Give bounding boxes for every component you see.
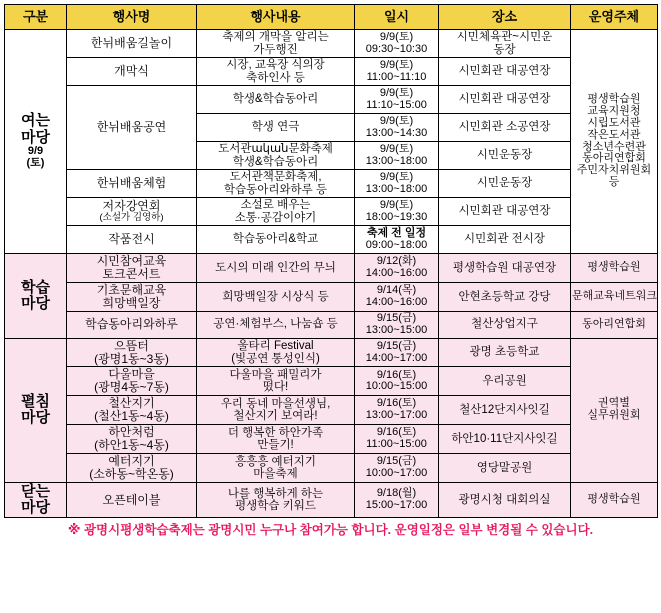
event-name: 오픈테이블 <box>67 483 197 518</box>
event-name: 작품전시 <box>67 226 197 254</box>
event-date: 9/16(토) 10:00~15:00 <box>355 367 439 396</box>
event-name: 으뜸터 (광명1동~3동) <box>67 338 197 367</box>
event-date: 9/9(토) 13:00~18:00 <box>355 170 439 198</box>
event-desc: 흥흥흥 예터지기 마을축제 <box>197 454 355 483</box>
event-host: 문해교육네트워크 <box>571 282 658 311</box>
event-desc: 학생&학습동아리 <box>197 86 355 114</box>
event-desc: 축제의 개막을 알리는 가두행진 <box>197 30 355 58</box>
event-place: 시민회관 대공연장 <box>439 58 571 86</box>
event-date: 9/14(목) 14:00~16:00 <box>355 282 439 311</box>
event-date: 9/9(토) 11:10~15:00 <box>355 86 439 114</box>
event-name: 시민참여교육 토크콘서트 <box>67 254 197 283</box>
table-row <box>5 86 658 114</box>
event-name: 한뉘배움공연 <box>67 86 197 170</box>
event-date: 9/15(금) 13:00~15:00 <box>355 311 439 338</box>
event-place: 시민회관 전시장 <box>439 226 571 254</box>
section-label-opening: 여는 마당 9/9 (토) <box>5 30 67 254</box>
event-host: 평생학습원 <box>571 483 658 518</box>
event-name: 철산지기 (철산1동~4동) <box>67 396 197 425</box>
header-host: 운영주체 <box>571 5 658 30</box>
table-row <box>5 226 658 254</box>
event-place: 시민회관 대공연장 <box>439 198 571 226</box>
event-place: 우리공원 <box>439 367 571 396</box>
event-place: 철산12단지사잇길 <box>439 396 571 425</box>
event-desc: 학습동아리&학교 <box>197 226 355 254</box>
event-name: 하안처럼 (하안1동~4동) <box>67 425 197 454</box>
section-label-closing: 닫는 마당 <box>5 483 67 518</box>
event-host-opening: 평생학습원 교육지원청 시립도서관 작은도서관 청소년수련관 동아리연합회 주민자치위원회 등 <box>571 30 658 254</box>
event-desc: 다울마을 패밀리가 떴다! <box>197 367 355 396</box>
event-name: 한뉘배움체험 <box>67 170 197 198</box>
table-row <box>5 454 658 483</box>
table-row <box>5 254 658 283</box>
header-event-content: 행사내용 <box>197 5 355 30</box>
event-date: 9/15(금) 10:00~17:00 <box>355 454 439 483</box>
event-date: 9/16(토) 11:00~15:00 <box>355 425 439 454</box>
event-desc: 더 행복한 하안가족 만들기! <box>197 425 355 454</box>
event-place: 안현초등학교 강당 <box>439 282 571 311</box>
footer-note <box>4 522 657 538</box>
event-place: 하안10·11단지사잇길 <box>439 425 571 454</box>
event-date: 9/9(토) 09:30~10:30 <box>355 30 439 58</box>
event-name: 한뉘배움길놀이 <box>67 30 197 58</box>
event-desc: 희망백일장 시상식 등 <box>197 282 355 311</box>
table-row <box>5 425 658 454</box>
header-gubun: 구분 <box>5 5 67 30</box>
event-date: 9/9(토) 11:00~11:10 <box>355 58 439 86</box>
table-row <box>5 338 658 367</box>
event-place: 평생학습원 대공연장 <box>439 254 571 283</box>
event-desc: 공연·체험부스, 나눔숍 등 <box>197 311 355 338</box>
schedule-table <box>4 4 658 518</box>
event-desc: 나를 행복하게 하는 평생학습 키워드 <box>197 483 355 518</box>
asterisk-icon: ※ <box>67 522 81 538</box>
event-place: 시민체육관~시민운 동장 <box>439 30 571 58</box>
event-host-spread: 권역별 실무위원회 <box>571 338 658 483</box>
table-row <box>5 198 658 226</box>
header-datetime: 일시 <box>355 5 439 30</box>
event-host: 동아리연합회 <box>571 311 658 338</box>
event-name: 학습동아리와하루 <box>67 311 197 338</box>
table-row <box>5 170 658 198</box>
table-header-row <box>5 5 658 30</box>
event-date: 9/9(토) 13:00~18:00 <box>355 142 439 170</box>
event-date: 9/9(토) 18:00~19:30 <box>355 198 439 226</box>
event-name: 저자강연회 (소설가 김영하) <box>67 198 197 226</box>
header-place: 장소 <box>439 5 571 30</box>
event-desc: 소설로 배우는 소통·공감이야기 <box>197 198 355 226</box>
event-place: 광명시청 대회의실 <box>439 483 571 518</box>
event-name: 예터지기 (소하동~학온동) <box>67 454 197 483</box>
section-label-spread: 펼침 마당 <box>5 338 67 483</box>
event-host: 평생학습원 <box>571 254 658 283</box>
event-date: 9/18(월) 15:00~17:00 <box>355 483 439 518</box>
table-row <box>5 483 658 518</box>
event-date: 축제 전 일정 09:00~18:00 <box>355 226 439 254</box>
event-place: 철산상업지구 <box>439 311 571 338</box>
event-date: 9/16(토) 13:00~17:00 <box>355 396 439 425</box>
event-name: 개막식 <box>67 58 197 86</box>
event-name: 다울마을 (광명4동~7동) <box>67 367 197 396</box>
footer-note-text: 광명시평생학습축제는 광명시민 누구나 참여가능 합니다. 운영일정은 일부 변경될 수 있습니다. <box>83 523 594 538</box>
event-place: 시민운동장 <box>439 170 571 198</box>
event-place: 시민회관 대공연장 <box>439 86 571 114</box>
section-label-learning: 학습 마당 <box>5 254 67 339</box>
table-row <box>5 311 658 338</box>
table-row <box>5 282 658 311</box>
header-event-name: 행사명 <box>67 5 197 30</box>
table-row <box>5 58 658 86</box>
event-date: 9/9(토) 13:00~14:30 <box>355 114 439 142</box>
event-desc: 도서관책문화축제, 학습동아리와하루 등 <box>197 170 355 198</box>
table-row <box>5 30 658 58</box>
event-desc: 시장, 교육장 식의장 축하인사 등 <box>197 58 355 86</box>
event-desc: 도서관ական문화축제 학생&학습동아리 <box>197 142 355 170</box>
event-place: 시민운동장 <box>439 142 571 170</box>
event-desc: 우리 동네 마을선생님, 철산지기 보여라! <box>197 396 355 425</box>
event-date: 9/12(화) 14:00~16:00 <box>355 254 439 283</box>
event-desc: 울타리 Festival (빛공연 통성인식) <box>197 338 355 367</box>
event-place: 시민회관 소공연장 <box>439 114 571 142</box>
table-row <box>5 396 658 425</box>
event-place: 영당말공원 <box>439 454 571 483</box>
event-desc: 도시의 미래 인간의 무늬 <box>197 254 355 283</box>
event-desc: 학생 연극 <box>197 114 355 142</box>
event-place: 광명 초등학교 <box>439 338 571 367</box>
event-date: 9/15(금) 14:00~17:00 <box>355 338 439 367</box>
table-row <box>5 367 658 396</box>
event-name: 기초문해교육 희망백일장 <box>67 282 197 311</box>
